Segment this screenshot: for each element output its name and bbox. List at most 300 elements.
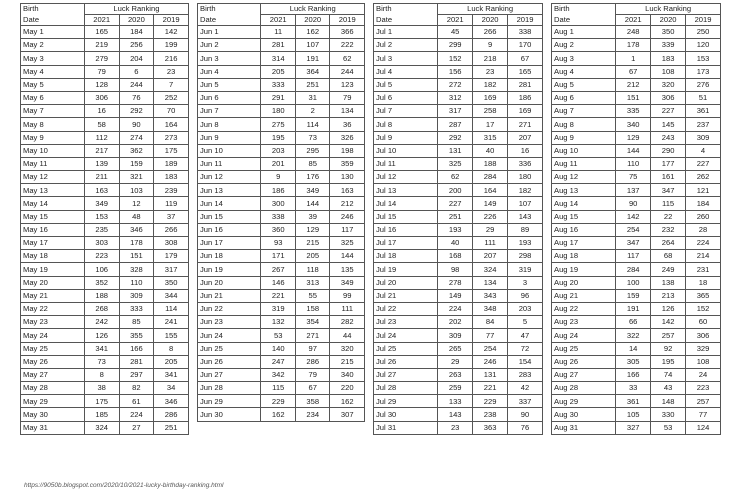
- rank-cell: 38: [84, 382, 119, 395]
- rank-cell: 267: [261, 263, 296, 276]
- table-row: [552, 26, 721, 39]
- table-row: [552, 223, 721, 236]
- birth-date-cell: Aug 27: [552, 368, 616, 381]
- birth-date-cell: May 26: [21, 355, 85, 368]
- rank-cell: 205: [261, 65, 296, 78]
- table-row: [21, 171, 189, 184]
- rank-cell: 259: [438, 382, 473, 395]
- table-row: [21, 237, 189, 250]
- rank-cell: 18: [686, 276, 721, 289]
- birth-date-cell: Jul 14: [374, 197, 438, 210]
- rank-cell: 202: [438, 316, 473, 329]
- table-row: [374, 91, 543, 104]
- birth-date-cell: Jul 19: [374, 263, 438, 276]
- rank-cell: 144: [295, 197, 330, 210]
- rank-cell: 111: [330, 302, 365, 315]
- birth-date-cell: May 8: [21, 118, 85, 131]
- rank-cell: 217: [84, 144, 119, 157]
- rank-cell: 144: [616, 144, 651, 157]
- table-row: [198, 184, 365, 197]
- table-row: [198, 52, 365, 65]
- rank-cell: 317: [438, 105, 473, 118]
- rank-cell: 188: [473, 157, 508, 170]
- rank-cell: 36: [330, 118, 365, 131]
- rank-cell: 306: [686, 329, 721, 342]
- rank-cell: 114: [154, 302, 189, 315]
- rank-cell: 142: [616, 210, 651, 223]
- birth-date-cell: Jul 13: [374, 184, 438, 197]
- year-header: 2021: [438, 15, 473, 26]
- luck-ranking-header: Luck Ranking: [84, 4, 188, 15]
- rank-cell: 39: [295, 210, 330, 223]
- rank-cell: 278: [438, 276, 473, 289]
- rank-cell: 319: [508, 263, 543, 276]
- rank-cell: 201: [261, 157, 296, 170]
- rank-cell: 159: [616, 289, 651, 302]
- rank-cell: 162: [330, 395, 365, 408]
- rank-cell: 211: [84, 171, 119, 184]
- rank-cell: 99: [330, 289, 365, 302]
- rank-cell: 276: [686, 78, 721, 91]
- rank-cell: 117: [616, 250, 651, 263]
- rank-cell: 342: [261, 368, 296, 381]
- birth-date-cell: Jul 4: [374, 65, 438, 78]
- rank-cell: 305: [616, 355, 651, 368]
- rank-cell: 90: [616, 197, 651, 210]
- rank-cell: 363: [473, 421, 508, 434]
- rank-cell: 191: [616, 302, 651, 315]
- birth-header: Birth: [374, 4, 438, 15]
- rank-cell: 365: [686, 289, 721, 302]
- rank-cell: 264: [651, 237, 686, 250]
- rank-cell: 176: [295, 171, 330, 184]
- rank-cell: 129: [616, 131, 651, 144]
- birth-date-cell: Jul 23: [374, 316, 438, 329]
- rank-cell: 51: [686, 91, 721, 104]
- table-row: [374, 197, 543, 210]
- table-row: [552, 329, 721, 342]
- rank-cell: 327: [616, 421, 651, 434]
- rank-cell: 195: [651, 355, 686, 368]
- table-row: [552, 105, 721, 118]
- rank-cell: 72: [508, 342, 543, 355]
- rank-cell: 70: [154, 105, 189, 118]
- table-row: [21, 395, 189, 408]
- table-row: [374, 65, 543, 78]
- rank-cell: 152: [438, 52, 473, 65]
- birth-date-cell: Jul 15: [374, 210, 438, 223]
- rank-cell: 243: [651, 131, 686, 144]
- rank-cell: 244: [119, 78, 154, 91]
- table-row: [198, 78, 365, 91]
- birth-date-cell: Jun 30: [198, 408, 261, 421]
- table-row: [21, 316, 189, 329]
- rank-cell: 76: [508, 421, 543, 434]
- table-row: [552, 342, 721, 355]
- rank-cell: 309: [438, 329, 473, 342]
- rank-cell: 149: [438, 289, 473, 302]
- rank-cell: 227: [686, 157, 721, 170]
- birth-date-cell: May 23: [21, 316, 85, 329]
- table-row: [198, 368, 365, 381]
- year-header: 2019: [686, 15, 721, 26]
- rank-cell: 223: [84, 250, 119, 263]
- rank-cell: 328: [119, 263, 154, 276]
- birth-header: Birth: [552, 4, 616, 15]
- birth-date-cell: May 6: [21, 91, 85, 104]
- rank-cell: 205: [295, 250, 330, 263]
- rank-cell: 244: [330, 65, 365, 78]
- birth-date-cell: Jul 20: [374, 276, 438, 289]
- rank-cell: 254: [473, 342, 508, 355]
- rank-cell: 237: [686, 118, 721, 131]
- year-header-row: [21, 15, 189, 26]
- rank-cell: 224: [686, 237, 721, 250]
- rank-cell: 62: [438, 171, 473, 184]
- rank-cell: 161: [651, 171, 686, 184]
- rank-cell: 212: [330, 197, 365, 210]
- table-row: [374, 263, 543, 276]
- rank-cell: 124: [686, 421, 721, 434]
- rank-cell: 34: [154, 382, 189, 395]
- source-url: https://9050b.blogspot.com/2020/10/2021-lucky-birthday-ranking.html: [24, 482, 224, 489]
- rank-cell: 271: [295, 329, 330, 342]
- rank-cell: 154: [508, 355, 543, 368]
- rank-cell: 250: [686, 26, 721, 39]
- year-header: 2021: [84, 15, 119, 26]
- rank-cell: 340: [330, 368, 365, 381]
- rank-cell: 58: [84, 118, 119, 131]
- rank-cell: 324: [84, 421, 119, 434]
- rank-cell: 193: [438, 223, 473, 236]
- rank-cell: 325: [438, 157, 473, 170]
- rank-cell: 279: [84, 52, 119, 65]
- birth-date-cell: Jun 23: [198, 316, 261, 329]
- rank-cell: 337: [508, 395, 543, 408]
- rank-cell: 186: [508, 91, 543, 104]
- rank-cell: 284: [473, 171, 508, 184]
- rank-cell: 79: [295, 368, 330, 381]
- table-row: [374, 184, 543, 197]
- birth-date-cell: May 12: [21, 171, 85, 184]
- rank-cell: 222: [330, 39, 365, 52]
- table-row: [21, 91, 189, 104]
- birth-date-cell: May 3: [21, 52, 85, 65]
- birth-date-cell: Jun 14: [198, 197, 261, 210]
- year-header: 2021: [261, 15, 296, 26]
- rank-cell: 320: [651, 78, 686, 91]
- rank-cell: 16: [84, 105, 119, 118]
- birth-date-cell: Aug 10: [552, 144, 616, 157]
- rank-cell: 272: [438, 78, 473, 91]
- table-row: [21, 78, 189, 91]
- rank-cell: 33: [616, 382, 651, 395]
- rank-cell: 134: [330, 105, 365, 118]
- rank-cell: 184: [119, 26, 154, 39]
- birth-date-cell: Jun 15: [198, 210, 261, 223]
- rank-cell: 200: [438, 184, 473, 197]
- birth-date-cell: May 31: [21, 421, 85, 434]
- rank-cell: 214: [686, 250, 721, 263]
- birth-date-cell: Jun 6: [198, 91, 261, 104]
- year-header-row: [198, 15, 365, 26]
- rank-cell: 175: [84, 395, 119, 408]
- birth-date-cell: Aug 5: [552, 78, 616, 91]
- rank-cell: 115: [261, 382, 296, 395]
- rank-cell: 110: [616, 157, 651, 170]
- birth-date-cell: Jul 11: [374, 157, 438, 170]
- rank-cell: 163: [330, 184, 365, 197]
- rank-cell: 17: [473, 118, 508, 131]
- rank-cell: 120: [686, 39, 721, 52]
- birth-date-cell: Aug 3: [552, 52, 616, 65]
- birth-date-cell: May 1: [21, 26, 85, 39]
- table-row: [198, 39, 365, 52]
- table-row: [374, 342, 543, 355]
- date-header: Date: [198, 15, 261, 26]
- table-row: [552, 131, 721, 144]
- rank-cell: 155: [154, 329, 189, 342]
- rank-cell: 40: [438, 237, 473, 250]
- table-row: [374, 368, 543, 381]
- rank-cell: 146: [261, 276, 296, 289]
- rank-cell: 173: [686, 65, 721, 78]
- birth-date-cell: May 7: [21, 105, 85, 118]
- birth-date-cell: Aug 25: [552, 342, 616, 355]
- rank-cell: 349: [84, 197, 119, 210]
- birth-date-cell: May 5: [21, 78, 85, 91]
- rank-cell: 306: [651, 91, 686, 104]
- rank-cell: 182: [508, 184, 543, 197]
- birth-date-cell: Jul 2: [374, 39, 438, 52]
- birth-date-cell: Aug 15: [552, 210, 616, 223]
- rank-cell: 85: [295, 157, 330, 170]
- birth-date-cell: Aug 6: [552, 91, 616, 104]
- birth-date-cell: Aug 11: [552, 157, 616, 170]
- birth-date-cell: Jun 10: [198, 144, 261, 157]
- rank-cell: 238: [473, 408, 508, 421]
- table-row: [374, 250, 543, 263]
- table-row: [21, 421, 189, 434]
- rank-cell: 343: [473, 289, 508, 302]
- table-row: [374, 26, 543, 39]
- table-row: [552, 395, 721, 408]
- rank-cell: 165: [84, 26, 119, 39]
- rank-cell: 321: [119, 171, 154, 184]
- table-row: [552, 250, 721, 263]
- rank-cell: 320: [330, 342, 365, 355]
- rank-cell: 341: [84, 342, 119, 355]
- birth-date-cell: Jun 25: [198, 342, 261, 355]
- table-row: [21, 197, 189, 210]
- rank-cell: 169: [473, 91, 508, 104]
- table-row: [374, 118, 543, 131]
- table-row: [198, 316, 365, 329]
- rank-cell: 325: [330, 237, 365, 250]
- rank-cell: 329: [686, 342, 721, 355]
- birth-date-cell: Jun 12: [198, 171, 261, 184]
- rank-cell: 251: [154, 421, 189, 434]
- birth-date-cell: Aug 2: [552, 39, 616, 52]
- birth-date-cell: Jul 9: [374, 131, 438, 144]
- table-row: [552, 382, 721, 395]
- rank-cell: 40: [473, 144, 508, 157]
- year-header: 2020: [295, 15, 330, 26]
- rank-cell: 9: [473, 39, 508, 52]
- rank-cell: 204: [119, 52, 154, 65]
- table-row: [374, 395, 543, 408]
- birth-date-cell: May 25: [21, 342, 85, 355]
- rank-cell: 265: [438, 342, 473, 355]
- table-row: [21, 289, 189, 302]
- rank-cell: 251: [438, 210, 473, 223]
- rank-cell: 29: [438, 355, 473, 368]
- rank-cell: 90: [119, 118, 154, 131]
- luck-ranking-header: Luck Ranking: [261, 4, 365, 15]
- rank-cell: 298: [508, 250, 543, 263]
- table-row: [552, 421, 721, 434]
- table-row: [21, 329, 189, 342]
- rank-cell: 171: [261, 250, 296, 263]
- rank-cell: 27: [119, 421, 154, 434]
- table-row: [198, 26, 365, 39]
- birth-date-cell: Jun 16: [198, 223, 261, 236]
- rank-cell: 84: [473, 316, 508, 329]
- rank-cell: 295: [295, 144, 330, 157]
- rank-cell: 158: [295, 302, 330, 315]
- rank-cell: 340: [616, 118, 651, 131]
- rank-cell: 275: [261, 118, 296, 131]
- birth-date-cell: May 10: [21, 144, 85, 157]
- birth-date-cell: Aug 16: [552, 223, 616, 236]
- rank-cell: 220: [330, 382, 365, 395]
- rank-cell: 213: [651, 289, 686, 302]
- table-row: [21, 368, 189, 381]
- birth-date-cell: Aug 19: [552, 263, 616, 276]
- table-row: [21, 210, 189, 223]
- rank-cell: 16: [508, 144, 543, 157]
- rank-cell: 229: [261, 395, 296, 408]
- rank-cell: 290: [651, 144, 686, 157]
- rank-cell: 117: [330, 223, 365, 236]
- table-row: [198, 197, 365, 210]
- table-row: [21, 355, 189, 368]
- birth-date-cell: Jun 18: [198, 250, 261, 263]
- rank-cell: 254: [616, 223, 651, 236]
- table-row: [374, 316, 543, 329]
- birth-date-cell: May 22: [21, 302, 85, 315]
- rank-cell: 77: [473, 329, 508, 342]
- rank-cell: 303: [84, 237, 119, 250]
- rank-cell: 178: [616, 39, 651, 52]
- rank-cell: 67: [295, 382, 330, 395]
- table-row: [552, 78, 721, 91]
- birth-date-cell: Jun 21: [198, 289, 261, 302]
- rank-cell: 207: [473, 250, 508, 263]
- rank-cell: 287: [438, 118, 473, 131]
- rank-cell: 179: [154, 250, 189, 263]
- birth-date-cell: May 20: [21, 276, 85, 289]
- rank-cell: 14: [616, 342, 651, 355]
- rank-cell: 44: [330, 329, 365, 342]
- rank-cell: 114: [295, 118, 330, 131]
- rank-cell: 115: [651, 197, 686, 210]
- rank-cell: 68: [651, 250, 686, 263]
- luck-ranking-header: Luck Ranking: [616, 4, 721, 15]
- table-row: [374, 52, 543, 65]
- birth-date-cell: Jul 31: [374, 421, 438, 434]
- rank-cell: 347: [651, 184, 686, 197]
- birth-date-cell: May 30: [21, 408, 85, 421]
- rank-cell: 218: [473, 52, 508, 65]
- rank-cell: 164: [473, 184, 508, 197]
- rank-cell: 224: [119, 408, 154, 421]
- rank-cell: 344: [154, 289, 189, 302]
- rank-cell: 132: [261, 316, 296, 329]
- rank-cell: 178: [119, 237, 154, 250]
- rank-cell: 309: [686, 131, 721, 144]
- rank-cell: 257: [686, 395, 721, 408]
- birth-date-cell: Jul 16: [374, 223, 438, 236]
- rank-cell: 355: [119, 329, 154, 342]
- rank-cell: 90: [508, 408, 543, 421]
- rank-cell: 23: [154, 65, 189, 78]
- birth-date-cell: Jun 20: [198, 276, 261, 289]
- table-row: [374, 355, 543, 368]
- birth-date-cell: Jul 7: [374, 105, 438, 118]
- rank-cell: 326: [330, 131, 365, 144]
- birth-date-cell: Aug 31: [552, 421, 616, 434]
- table-row: [374, 105, 543, 118]
- rank-cell: 169: [508, 105, 543, 118]
- birth-date-cell: Jun 11: [198, 157, 261, 170]
- table-row: [21, 105, 189, 118]
- header-row: [552, 4, 721, 15]
- birth-date-cell: May 13: [21, 184, 85, 197]
- rank-cell: 74: [651, 368, 686, 381]
- table-row: [21, 276, 189, 289]
- rank-cell: 347: [616, 237, 651, 250]
- rank-cell: 205: [154, 355, 189, 368]
- rank-cell: 108: [651, 65, 686, 78]
- rank-cell: 98: [438, 263, 473, 276]
- birth-date-cell: Jul 8: [374, 118, 438, 131]
- rank-cell: 22: [651, 210, 686, 223]
- birth-date-cell: Aug 22: [552, 302, 616, 315]
- rank-cell: 76: [119, 91, 154, 104]
- rank-cell: 137: [616, 184, 651, 197]
- table-row: [374, 302, 543, 315]
- rank-cell: 315: [473, 131, 508, 144]
- rank-cell: 266: [154, 223, 189, 236]
- table-row: [198, 223, 365, 236]
- header-row: [198, 4, 365, 15]
- birth-date-cell: Jul 10: [374, 144, 438, 157]
- rank-cell: 93: [261, 237, 296, 250]
- birth-date-cell: Jul 6: [374, 91, 438, 104]
- rank-cell: 105: [616, 408, 651, 421]
- table-row: [374, 171, 543, 184]
- rank-cell: 111: [473, 237, 508, 250]
- rank-cell: 112: [84, 131, 119, 144]
- rank-cell: 149: [473, 197, 508, 210]
- table-row: [552, 52, 721, 65]
- date-header: Date: [21, 15, 85, 26]
- rank-cell: 53: [651, 421, 686, 434]
- rank-cell: 131: [438, 144, 473, 157]
- rank-cell: 348: [473, 302, 508, 315]
- birth-date-cell: Jul 29: [374, 395, 438, 408]
